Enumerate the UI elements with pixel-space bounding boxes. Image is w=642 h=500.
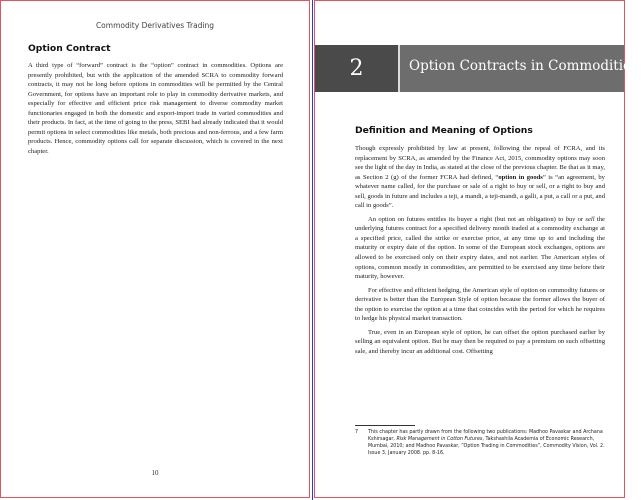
paragraph-3: For effective and efficient hedging, the American style of option on commodity futures or derivative is better than the European Style of option because the former allows the buyer of the option to exercise the option at a time that coincides with the period for which he requires to hedge his physical market transaction. (355, 286, 605, 323)
text-run: , Takshashila Academia of Economic Research, Mumbai, 2010; and Madhoo Pavaskar, “Option Trading in Commodities”, Commodity Vision, Vol. 2. Issue 3, January 2008. pp. 8-16. (368, 437, 605, 456)
paragraph-2 (355, 215, 605, 282)
text-run: Though expressly prohibited by law at present, following the repeal of FCRA, and its replacement by SCRA, as amended by the Finance Act, 2015, commodity options may soon see the light of the day in India, as stated at the close of the previous chapter. Be that as it may, as Section 2 (g) of the former FCRA had defined, “ (355, 145, 605, 181)
left-page (0, 0, 310, 498)
section-title: Option Contract (28, 43, 111, 54)
running-head: Commodity Derivatives Trading (95, 21, 215, 30)
italic-term: buy (565, 215, 576, 223)
page-number: 10 (151, 469, 159, 477)
footnote-text (368, 429, 606, 457)
text-run: or (575, 215, 586, 223)
section-title: Definition and Meaning of Options (355, 125, 533, 136)
chapter-number-box (315, 45, 400, 92)
bold-term: option in goods (498, 173, 543, 181)
footnote-rule (355, 425, 415, 426)
page-divider (312, 0, 313, 500)
text-run: the underlying futures contract for a specified delivery month traded at a commodity exchange at a specified price, called the strike or exercise price, at any time up to and including the maturity or expiry date of the option. In some of the European stock exchanges, options are allowed to be exercised only on their expiry dates, and not earlier. The American styles of options, common mostly in commodities, are permitted to be exercised any time before their maturity, however. (355, 215, 605, 281)
chapter-title-text: Option Contracts in Commodities (409, 58, 638, 74)
body-text (28, 61, 283, 156)
footnote-reference: 7 (637, 58, 642, 66)
body-text (355, 144, 605, 356)
text-run: This chapter has partly drawn from the following two publications: Madhoo Pavaskar and Archana Kshirsagar, (368, 430, 603, 442)
paragraph-1 (355, 144, 605, 211)
text-run: ” is “an agreement, by whatever name called, for the purchase or sale of a right to buy or sell, or a right to buy and sell, goods in future and includes a teji, a mandi, a teji-mandi, a galli, a put, a call or a put, and call in goods”. (355, 173, 605, 210)
italic-term: sell (585, 215, 595, 223)
italic-title: Risk Management in Cotton Futures (396, 437, 483, 442)
right-page (314, 0, 642, 498)
chapter-banner (315, 45, 642, 92)
chapter-title (409, 58, 642, 74)
text-run: An option on futures entitles its buyer a right (but not an obligation) to (368, 215, 566, 223)
chapter-number: 2 (349, 56, 364, 81)
footnote-number: 7 (355, 430, 359, 435)
paragraph: A third type of “forward” contract is the “option” contract in commodities. Options are presently prohibited, but with the application of the amended SCRA to commodity forward contracts, it may not be long before options in commodities will be permitted by the Central Government, for options have an important role to play in commodity derivative markets, and especially for effective and efficient price risk management to diverse commodity market functionaries engaged in both the domestic and export-import trade in varied commodities and their products. In fact, at the time of going to the press, SEBI had already indicated that it would permit options in select commodities like metals, both precious and non-ferrous, and a few farm products. Hence, commodity options call for separate discussion, which is covered in the next chapter. (28, 62, 283, 155)
paragraph-4: True, even in an European style of option, he can offset the option purchased earlier by selling an equivalent option. But he may then be required to pay a premium on such offsetting sale, and thereby incur an additional cost. Offsetting (355, 328, 605, 355)
